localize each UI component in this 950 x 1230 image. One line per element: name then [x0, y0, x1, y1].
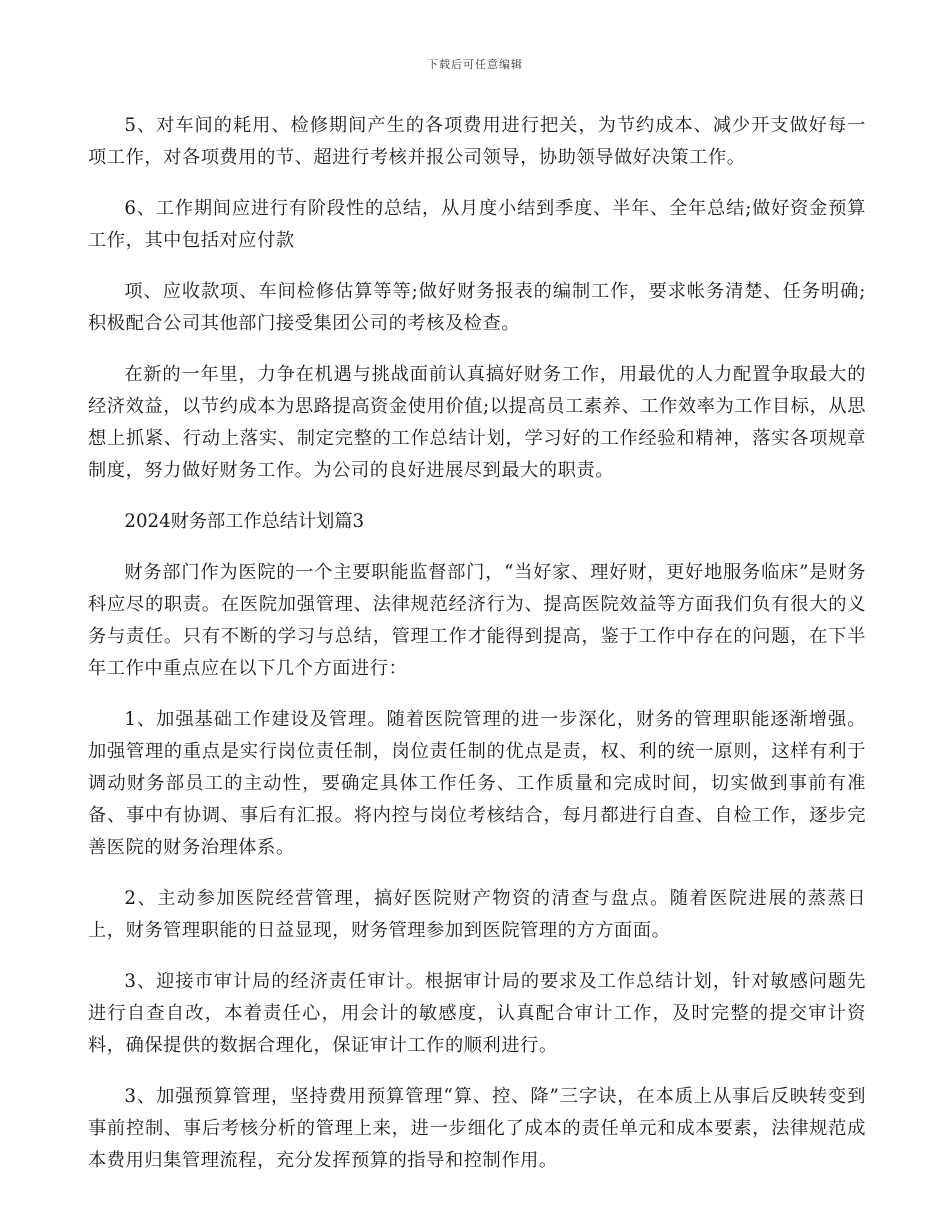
paragraph-intro: 财务部门作为医院的一个主要职能监督部门，“当好家、理好财，更好地服务临床”是财务科应尽的职责。在医院加强管理、法律规范经济行为、提高医院效益等方面我们负有很大的义务与责任。只有不断的学习与总结，管理工作才能得到提高，鉴于工作中存在的问题，在下半年工作中重点应在以下几个方面进行：	[88, 562, 866, 679]
section-heading: 2024财务部工作总结计划篇3	[124, 511, 365, 532]
paragraph-item-5: 5、对车间的耗用、检修期间产生的各项费用进行把关，为节约成本、减少开支做好每一项工作，对各项费用的节、超进行考核并报公司领导，协助领导做好决策工作。	[88, 115, 866, 168]
paragraph-new-year: 在新的一年里，力争在机遇与挑战面前认真搞好财务工作，用最优的人力配置争取最大的经济效益，以节约成本为思路提高资金使用价值;以提高员工素养、工作效率为工作目标，从思想上抓紧、行动上落实、制定完整的工作总结计划，学习好的工作经验和精神，落实各项规章制度，努力做好财务工作。为公司的良好进展尽到最大的职责。	[88, 364, 866, 481]
paragraph-item-6: 6、工作期间应进行有阶段性的总结，从月度小结到季度、半年、全年总结;做好资金预算工作，其中包括对应付款	[88, 198, 866, 251]
paragraph-point-3: 3、迎接市审计局的经济责任审计。根据审计局的要求及工作总结计划，针对敏感问题先进行自查自改，本着责任心，用会计的敏感度，认真配合审计工作，及时完整的提交审计资料，确保提供的数据合理化，保证审计工作的顺利进行。	[88, 971, 866, 1056]
paragraph-item-6-continued: 项、应收款项、车间检修估算等等;做好财务报表的编制工作，要求帐务清楚、任务明确;积极配合公司其他部门接受集团公司的考核及检查。	[88, 281, 866, 334]
paragraph-point-1: 1、加强基础工作建设及管理。随着医院管理的进一步深化，财务的管理职能逐渐增强。加强管理的重点是实行岗位责任制，岗位责任制的优点是责，权、利的统一原则，这样有利于调动财务部员工的主动性，要确定具体工作任务、工作质量和完成时间，切实做到事前有准备、事中有协调、事后有汇报。将内控与岗位考核结合，每月都进行自查、自检工作，逐步完善医院的财务治理体系。	[88, 709, 866, 858]
page-header: 下载后可任意编辑	[427, 58, 523, 71]
paragraph-point-3b: 3、加强预算管理，坚持费用预算管理“算、控、降”三字诀，在本质上从事后反映转变到事前控制、事后考核分析的管理上来，进一步细化了成本的责任单元和成本要素，法律规范成本费用归集管理流程，充分发挥预算的指导和控制作用。	[88, 1086, 866, 1171]
paragraph-point-2: 2、主动参加医院经营管理，搞好医院财产物资的清查与盘点。随着医院进展的蒸蒸日上，财务管理职能的日益显现，财务管理参加到医院管理的方方面面。	[88, 888, 866, 941]
document-body	[88, 110, 866, 1196]
